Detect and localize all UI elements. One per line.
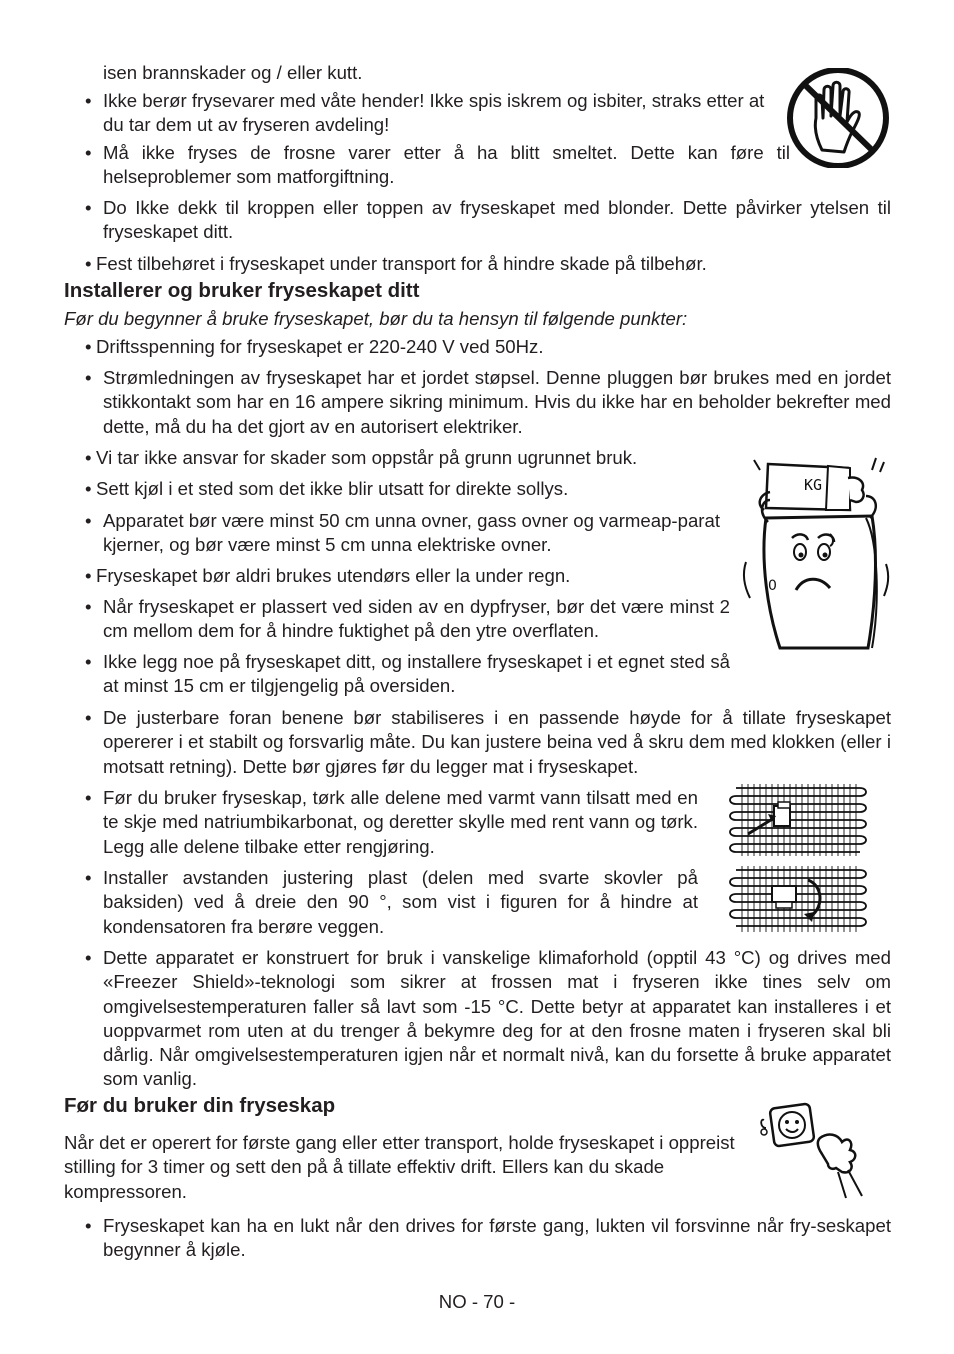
list-item-text: Før du bruker fryseskap, tørk alle delene med varmt vann tilsatt med en te skje med natriumbikarbonat, og deretter skylle med rent vann og tørk. Legg alle delene tilbake etter rengjøring. [103,787,698,857]
list-item-text: Fryseskapet bør aldri brukes utendørs eller la under regn. [96,565,571,586]
bullet-dot: • [85,596,92,617]
continuation-text: isen brannskader og / eller kutt. [103,62,363,83]
bullet-dot: • [85,367,92,388]
list-item-text: Ikke legg noe på fryseskapet ditt, og installere fryseskapet i et egnet sted så at minst 15 cm er tilgjengelig på oversiden. [103,651,730,697]
bullet-dot: • [85,1215,92,1236]
bullet-dot: • [85,142,92,163]
list-item [85,366,891,439]
bullet-dot: • [85,253,92,274]
list-item-text: Do Ikke dekk til kroppen eller toppen av fryseskapet med blonder. Dette påvirker ytelsen til fryseskapet ditt. [103,197,891,243]
list-item [85,595,730,644]
bullet-dot: • [85,867,92,888]
list-item-text: Ikke berør frysevarer med våte hender! Ikke spis iskrem og isbiter, straks etter at du tar dem ut av fryseren avdeling! [103,90,765,136]
bullet-dot: • [85,478,92,499]
list-item [85,252,891,276]
condenser-spacer-illustration-before [728,782,874,862]
page-number: NO - 70 - [438,1291,516,1312]
list-item [85,509,730,558]
svg-text:0: 0 [768,578,777,594]
list-item [85,946,891,1092]
bullet-dot: • [85,447,92,468]
list-item [85,196,891,245]
overloaded-freezer-illustration [738,452,894,658]
list-item-text: Når fryseskapet er plassert ved siden av en dypfryser, bør det være minst 2 cm mellom dem for å hindre fuktighet på den ytre overflaten. [103,596,730,642]
list-item-text: Apparatet bør være minst 50 cm unna ovner, gass ovner og varmeap-parat kjerner, og bør være minst 5 cm unna elektriske ovner. [103,510,720,556]
list-item [85,1214,891,1263]
section-intro: Før du begynner å bruke fryseskapet, bør du ta hensyn til følgende punkter: [64,308,688,329]
list-item-text: Fest tilbehøret i fryseskapet under transport for å hindre skade på tilbehør. [96,253,707,274]
list-item [85,141,790,190]
list-item-text: Installer avstanden justering plast (delen med svarte skovler på baksiden) ved å dreie den 90 °, som vist i figuren for å hindre at kondensatoren fra berøre veggen. [103,867,698,937]
list-item-text: Vi tar ikke ansvar for skader som oppstår på grunn ugrunnet bruk. [96,447,638,468]
no-wet-hands-icon [786,68,892,168]
list-item-text: Fryseskapet kan ha en lukt når den drives for første gang, lukten vil forsvinne når fry-seskapet begynner å kjøle. [103,1215,891,1261]
bullet-dot: • [85,787,92,808]
list-item [85,786,698,859]
list-item-text: Strømledningen av fryseskapet har et jordet støpsel. Denne pluggen bør brukes med en jordet stikkontakt som har en 16 ampere sikring minimum. Hvis du ikke har en beholder bekrefter med dette, må du ha det gjort av en autorisert elektriker. [103,367,891,437]
list-item-text: Må ikke fryses de frosne varer etter å ha blitt smeltet. Dette kan føre til helseproblemer som matforgiftning. [103,142,790,188]
bullet-dot: • [85,90,92,111]
list-item [85,335,891,359]
list-item-text: De justerbare foran benene bør stabiliseres i en passende høyde for å tillate fryseskapet opererer i et stabilt og forsvarlig måte. Du kan justere beina ved å skru dem med klokken (eller i motsatt retning). Dette bør gjøres før du legger mat i fryseskapet. [103,707,891,777]
section-heading: Før du bruker din fryseskap [64,1094,336,1117]
section-heading: Installerer og bruker fryseskapet ditt [64,279,420,302]
bullet-dot: • [85,510,92,531]
bullet-dot: • [85,947,92,968]
list-item-text: Sett kjøl i et sted som det ikke blir utsatt for direkte sollys. [96,478,569,499]
bullet-dot: • [85,336,92,357]
wall-socket-plug-illustration [758,1098,874,1200]
section-paragraph: Når det er operert for første gang eller etter transport, holde fryseskapet i oppreist stilling for 3 timer og sett den på å tillate effektiv drift. Ellers kan du skade kompressoren. [64,1132,735,1202]
bullet-dot: • [85,707,92,728]
list-item [85,866,698,939]
bullet-dot: • [85,651,92,672]
bullet-dot: • [85,197,92,218]
box-weight-label: KG [804,476,823,494]
list-item [85,446,725,470]
list-item-text: Dette apparatet er konstruert for bruk i vanskelige klimaforhold (opptil 43 °C) og drives med «Freezer Shield»-teknologi som sikrer at frossen mat i fryseren ikke tines selv om omgivelsestemperaturen faller så lavt som -15 °C. Dette betyr at apparatet kan installeres i et uoppvarmet rom uten at du trenger å bekymre deg for at den frosne maten i fryseren skal bli dårlig. Når omgivelsestemperaturen igjen når et normalt nivå, kan du forsette å bruke apparatet som vanlig. [103,947,891,1090]
list-item [85,650,730,699]
list-item [85,564,725,588]
list-item [85,477,725,501]
list-item [85,706,891,779]
condenser-spacer-illustration-rotated [728,866,874,938]
list-item [85,89,768,138]
bullet-dot: • [85,565,92,586]
list-item-text: Driftsspenning for fryseskapet er 220-240 V ved 50Hz. [96,336,544,357]
